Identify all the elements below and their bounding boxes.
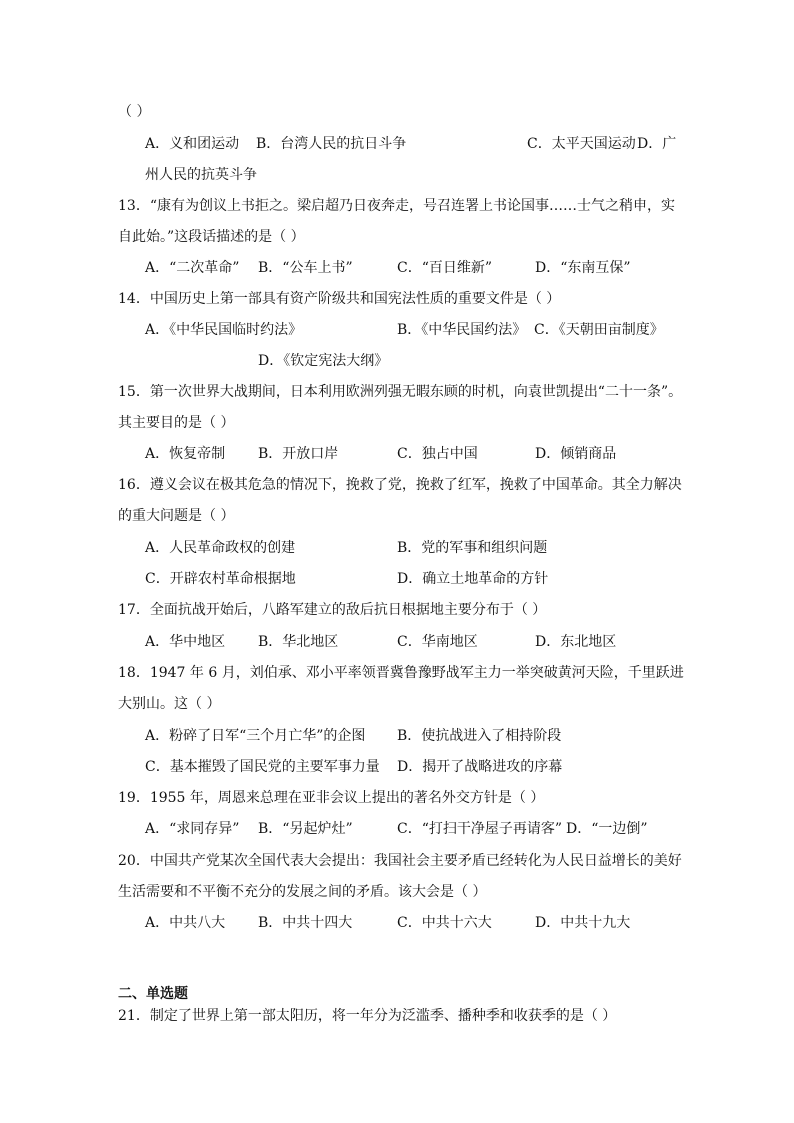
question-19-text: 19．1955 年，周恩来总理在亚非会议上提出的著名外交方针是（ ） (118, 790, 545, 806)
q18-option-c: C．基本摧毁了国民党的主要军事力量 (145, 759, 380, 775)
q18-option-a: A．粉碎了日军“三个月亡华”的企图 (145, 728, 366, 744)
q12-option-b: B．台湾人民的抗日斗争 (256, 136, 407, 152)
q14-option-d: D．《钦定宪法大纲》 (258, 353, 389, 369)
question-13-text: 13．“康有为创议上书拒之。梁启超乃日夜奔走，号召连署上书论国事……士气之稍申，实 (118, 198, 675, 214)
q14-option-c: C．《天朝田亩制度》 (534, 322, 664, 338)
question-16-text: 16．遵义会议在极其危急的情况下，挽救了党，挽救了红军，挽救了中国革命。其全力解决 (118, 477, 682, 493)
q14-option-b: B．《中华民国约法》 (397, 322, 527, 338)
question-17-text: 17．全面抗战开始后，八路军建立的敌后抗日根据地主要分布于（ ） (118, 602, 547, 618)
q15-option-b: B．开放口岸 (258, 446, 339, 462)
q19-option-b: B．“另起炉灶” (258, 821, 353, 837)
q16-option-d: D．确立土地革命的方针 (397, 571, 549, 587)
q19-option-a: A．“求同存异” (145, 821, 240, 837)
q20-option-c: C．中共十六大 (397, 915, 492, 931)
q12-option-d-cont: 州人民的抗英斗争 (145, 167, 257, 183)
question-20-text: 20．中国共产党某次全国代表大会提出：我国社会主要矛盾已经转化为人民日益增长的美好 (118, 853, 682, 869)
question-21-text: 21．制定了世界上第一部太阳历，将一年分为泛滥季、播种季和收获季的是（ ） (118, 1008, 617, 1024)
section-heading: 二、单选题 (118, 986, 188, 1002)
q13-option-c: C．“百日维新” (397, 260, 493, 276)
q19-option-c: C．“打扫干净屋子再请客” (397, 821, 563, 837)
q18-option-b: B．使抗战进入了相持阶段 (397, 728, 562, 744)
q12-option-c: C．太平天国运动 (527, 136, 636, 152)
q16-option-a: A．人民革命政权的创建 (145, 540, 296, 556)
q12-option-a: A．义和团运动 (145, 136, 240, 152)
q16-option-b: B．党的军事和组织问题 (397, 540, 548, 556)
q20-option-a: A．中共八大 (145, 915, 226, 931)
question-16-text-cont: 的重大问题是（ ） (118, 508, 235, 524)
q13-option-a: A．“二次革命” (145, 260, 240, 276)
q13-option-b: B．“公车上书” (258, 260, 353, 276)
q17-option-c: C．华南地区 (397, 634, 478, 650)
question-18-text: 18．1947 年 6 月，刘伯承、邓小平率领晋冀鲁豫野战军主力一举突破黄河天险，千里跃进 (118, 665, 684, 681)
q17-option-a: A．华中地区 (145, 634, 226, 650)
q20-option-d: D．中共十九大 (535, 915, 631, 931)
q17-option-b: B．华北地区 (258, 634, 339, 650)
question-20-text-cont: 生活需要和不平衡不充分的发展之间的矛盾。该大会是（ ） (118, 884, 487, 900)
question-13-text-cont: 自此始。”这段话描述的是（ ） (118, 229, 305, 245)
question-12-paren: （ ） (118, 104, 151, 120)
q19-option-d: D．“一边倒” (566, 821, 648, 837)
q16-option-c: C．开辟农村革命根据地 (145, 571, 296, 587)
q13-option-d: D．“东南互保” (535, 260, 631, 276)
q15-option-a: A．恢复帝制 (145, 446, 226, 462)
q14-option-a: A．《中华民国临时约法》 (145, 322, 303, 338)
question-15-text-cont: 其主要目的是（ ） (118, 415, 235, 431)
q15-option-c: C．独占中国 (397, 446, 478, 462)
question-14-text: 14．中国历史上第一部具有资产阶级共和国宪法性质的重要文件是（ ） (118, 291, 561, 307)
q20-option-b: B．中共十四大 (258, 915, 353, 931)
question-15-text: 15．第一次世界大战期间，日本利用欧洲列强无暇东顾的时机，向袁世凯提出“二十一条”。 (118, 384, 683, 400)
question-18-text-cont: 大别山。这（ ） (118, 696, 221, 712)
q15-option-d: D．倾销商品 (535, 446, 617, 462)
q17-option-d: D．东北地区 (535, 634, 617, 650)
q18-option-d: D．揭开了战略进攻的序幕 (397, 759, 563, 775)
q12-option-d: D．广 (637, 136, 677, 152)
